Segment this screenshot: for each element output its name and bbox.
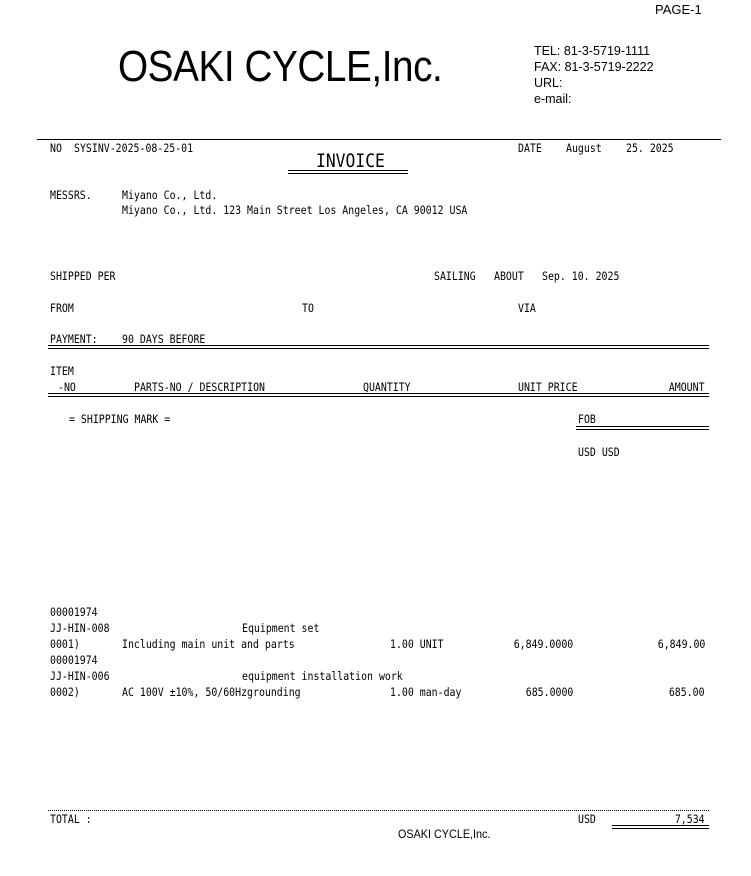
col-amount: AMOUNT bbox=[669, 380, 705, 394]
date-day-year: 25. 2025 bbox=[626, 141, 674, 155]
columns-rule-2 bbox=[48, 396, 709, 397]
item-code: 00001974 bbox=[50, 605, 98, 619]
item-description: Including main unit and parts bbox=[122, 637, 295, 651]
page-number: PAGE-1 bbox=[655, 2, 702, 17]
terms-rule-1 bbox=[576, 426, 709, 427]
company-tel: TEL: 81-3-5719-1111 bbox=[534, 44, 651, 58]
header-rule bbox=[37, 139, 721, 140]
columns-rule-1 bbox=[48, 393, 709, 394]
invoice-title-underline-1 bbox=[288, 170, 408, 171]
payment-label: PAYMENT: bbox=[50, 332, 98, 346]
date-month: August bbox=[566, 141, 602, 155]
item-part-no: JJ-HIN-006 bbox=[50, 669, 110, 683]
company-url: URL: bbox=[534, 76, 563, 90]
via-label: VIA bbox=[518, 301, 536, 315]
col-quantity: QUANTITY bbox=[363, 380, 411, 394]
company-email: e-mail: bbox=[534, 92, 572, 106]
item-part-no: JJ-HIN-008 bbox=[50, 621, 110, 635]
date-label: DATE bbox=[518, 141, 542, 155]
invoice-no-label: NO bbox=[50, 141, 62, 155]
shipping-mark: = SHIPPING MARK = bbox=[69, 412, 171, 426]
item-name: equipment installation work bbox=[242, 669, 403, 683]
payment-rule-2 bbox=[48, 348, 709, 349]
col-item-no: -NO bbox=[58, 380, 76, 394]
footer-company: OSAKI CYCLE,Inc. bbox=[398, 827, 491, 841]
col-parts: PARTS-NO / DESCRIPTION bbox=[134, 380, 266, 394]
item-name: Equipment set bbox=[242, 621, 320, 635]
terms-rule-2 bbox=[576, 429, 709, 430]
messrs-line-2: Miyano Co., Ltd. 123 Main Street Los Angeles, CA 90012 USA bbox=[122, 203, 468, 217]
invoice-title-underline-2 bbox=[288, 173, 408, 174]
shipped-per-label: SHIPPED PER bbox=[50, 269, 116, 283]
item-description: AC 100V ±10%, 50/60Hzgrounding bbox=[122, 685, 301, 699]
invoice-title: INVOICE bbox=[316, 150, 385, 172]
item-quantity: 1.00 man-day bbox=[390, 685, 462, 699]
sailing-label: SAILING bbox=[434, 269, 476, 283]
total-rule-2 bbox=[612, 828, 709, 829]
from-label: FROM bbox=[50, 301, 74, 315]
about-label: ABOUT bbox=[494, 269, 524, 283]
total-currency: USD bbox=[578, 812, 596, 826]
company-name: OSAKI CYCLE,Inc. bbox=[118, 42, 443, 91]
payment-value: 90 DAYS BEFORE bbox=[122, 332, 206, 346]
item-code: 00001974 bbox=[50, 653, 98, 667]
messrs-line-1: Miyano Co., Ltd. bbox=[122, 188, 218, 202]
invoice-no-value: SYSINV-2025-08-25-01 bbox=[74, 141, 194, 155]
item-amount: 6,849.00 bbox=[657, 637, 705, 651]
company-fax: FAX: 81-3-5719-2222 bbox=[534, 60, 654, 74]
total-dotted-rule bbox=[48, 810, 709, 811]
item-amount: 685.00 bbox=[669, 685, 705, 699]
item-quantity: 1.00 UNIT bbox=[390, 637, 444, 651]
total-amount: 7,534 bbox=[675, 812, 705, 826]
messrs-label: MESSRS. bbox=[50, 188, 92, 202]
total-label: TOTAL : bbox=[50, 812, 92, 826]
item-number: 0002) bbox=[50, 685, 80, 699]
item-unit-price: 6,849.0000 bbox=[513, 637, 573, 651]
col-unit-price: UNIT PRICE bbox=[518, 380, 578, 394]
total-rule-1 bbox=[612, 825, 709, 826]
payment-rule-1 bbox=[48, 345, 709, 346]
to-label: TO bbox=[302, 301, 314, 315]
sailing-date: Sep. 10. 2025 bbox=[542, 269, 620, 283]
currency-label: USD USD bbox=[578, 445, 620, 459]
col-item: ITEM bbox=[50, 364, 74, 378]
trade-terms: FOB bbox=[578, 412, 596, 426]
item-unit-price: 685.0000 bbox=[525, 685, 573, 699]
item-number: 0001) bbox=[50, 637, 80, 651]
